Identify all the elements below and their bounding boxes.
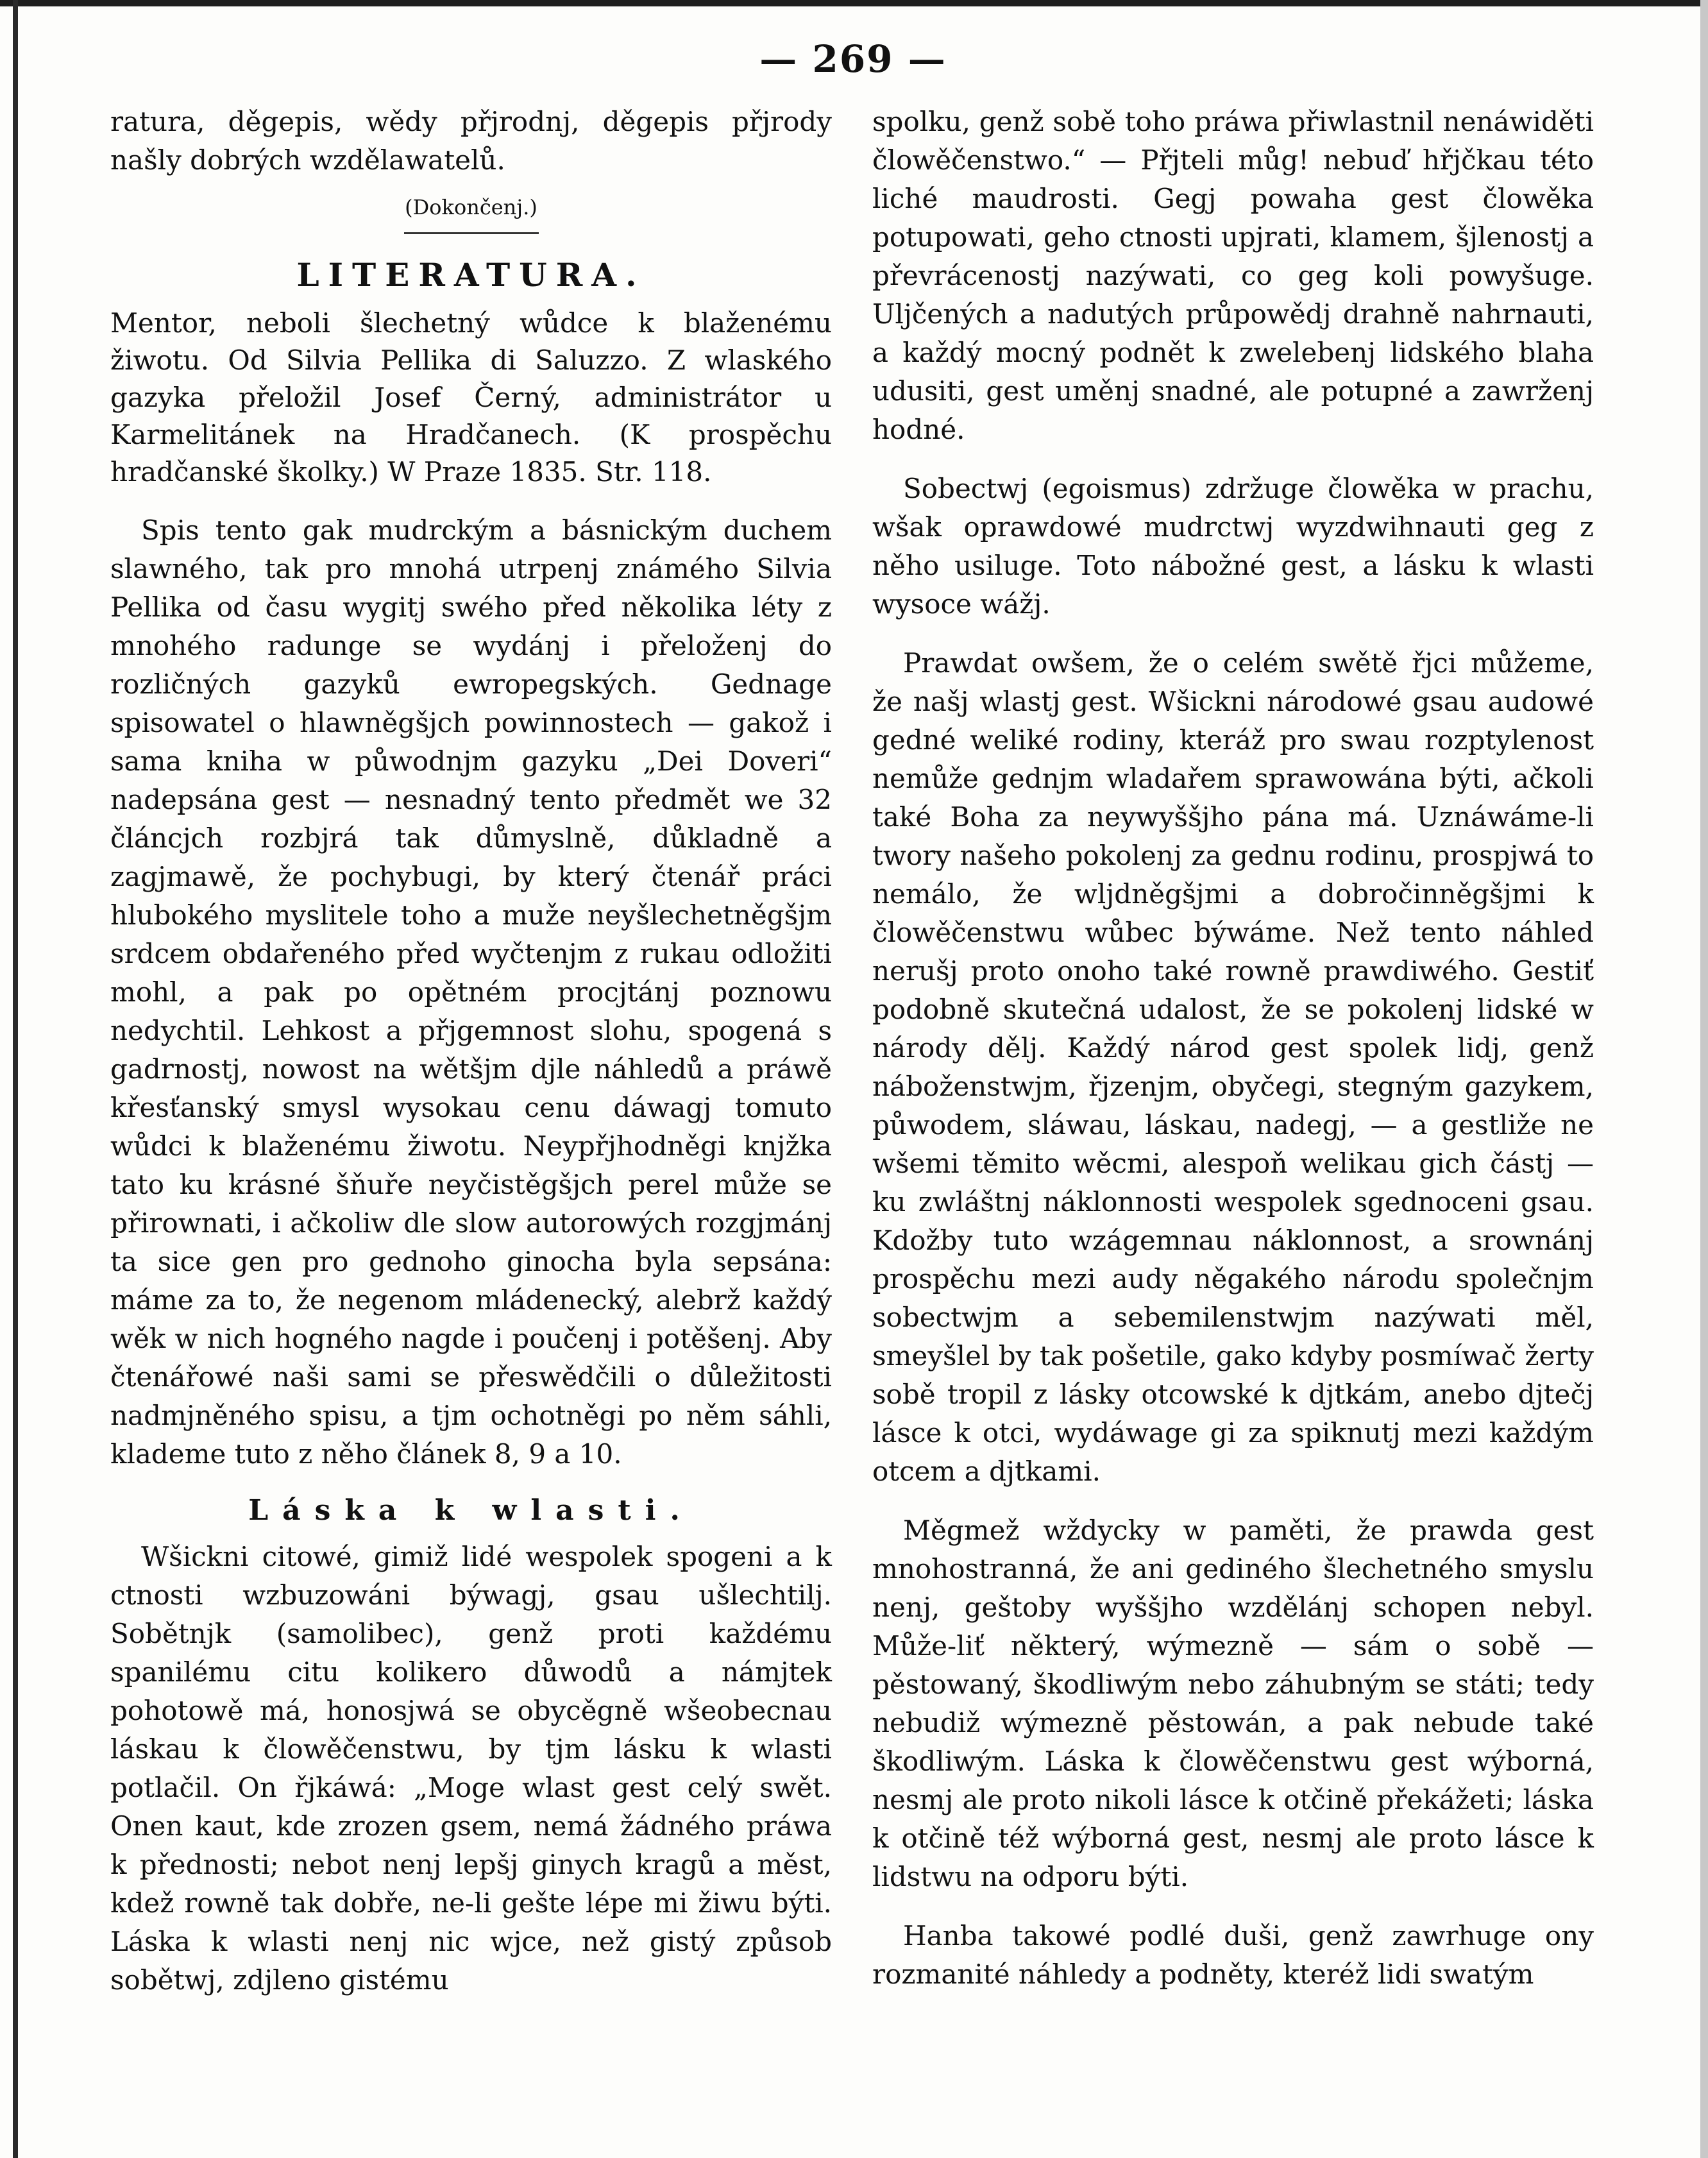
- divider-rule: [404, 232, 539, 234]
- scan-top-edge: [0, 0, 1708, 6]
- article-paragraph: Sobectwj (egoismus) zdržuge člowěka w prachu, wšak oprawdowé mudrctwj wyzdwihnauti geg z něho usiluge. Toto nábožné gest, a lásku k wlasti wysoce wážj.: [872, 473, 1594, 620]
- book-entry: Mentor, neboli šlechetný wůdce k blaženému žiwotu. Od Silvia Pellika di Saluzzo. Z wlaského gazyka přeložil Josef Černý, administrátor u Karmelitánek na Hradčanech. (K prospěchu hradčanské školky.) W Praze 1835. Str. 118.: [110, 307, 832, 488]
- concluded-note: (Dokončenj.): [405, 195, 537, 219]
- right-column: [872, 103, 1594, 1994]
- page-number: — 269 —: [759, 37, 947, 81]
- article-paragraph-continued: spolku, genž sobě toho práwa přiwlastnil nenáwiděti člowěčenstwo.“ — Přjteli můg! nebuď hřjčkau této liché maudrosti. Gegj powaha gest člowěka potupowati, geho ctnosti upjrati, klamem, šjlenostj a převrácenostj nazýwati, co geg koli powyšuge. Uljčených a nadutých průpowědj drahně nahrnauti, a každý mocný podnět k zwelebenj lidského blaha udusiti, gest uměnj snadné, ale potupné a zawrženj hodné.: [872, 106, 1594, 445]
- article-paragraph: Wšickni citowé, gimiž lidé wespolek spogeni a k ctnosti wzbuzowáni býwagj, gsau ušlechtilj. Sobětnjk (samolibec), genž proti každému spanilému citu kolikero důwodů a námjtek pohotowě má, honosjwá se obycěgně wšeobecnau láskau k člowěčenstwu, by tjm lásku k wlasti potlačil. On řjkáwá: „Moge wlast gest celý swět. Onen kaut, kde zrozen gsem, nemá žádného práwa k přednosti; nebot nenj lepšj ginych kragů a měst, kdež rowně tak dobře, ne-li gešte lépe mi žiwu býti. Láska k wlasti nenj nic wjce, než gistý způsob sobětwj, zdjleno gistému: [110, 1541, 832, 1996]
- article-paragraph: Měgmež wždycky w paměti, že prawda gest mnohostranná, že ani gediného šlechetného smyslu nenj, geštoby wyššjho wzdělánj schopen nebyl. Může-liť některý, wýmezně — sám o sobě — pěstowaný, škodliwým nebo záhubným se státi; tedy nebudiž wýmezně pěstowán, a pak nebude také škodliwým. Láska k člowěčenstwu gest wýborná, nesmj ale proto nikoli lásce k otčině překážeti; láska k otčině též wýborná gest, nesmj ale proto lásce k lidstwu na odporu býti.: [872, 1515, 1594, 1892]
- continuation-text: ratura, děgepis, wědy přjrodnj, děgepis přjrody našly dobrých wzdělawatelů.: [110, 106, 832, 176]
- article-sub-heading: Láska k wlasti.: [248, 1494, 694, 1527]
- article-paragraph: Hanba takowé podlé duši, genž zawrhuge ony rozmanité náhledy a podněty, kteréž lidi swatým: [872, 1920, 1594, 1990]
- scan-right-edge: [1700, 0, 1708, 2158]
- left-column: [110, 103, 832, 2000]
- section-heading-literatura: LITERATURA.: [296, 256, 646, 294]
- review-paragraph: Spis tento gak mudrckým a básnickým duchem slawného, tak pro mnohá utrpenj známého Silvia Pellika od času wygitj swého před několika léty z mnohého radunge se wydánj i přeloženj do rozličných gazyků ewropegských. Gednage spisowatel o hlawněgšjch powinnostech — gakož i sama kniha w půwodnjm gazyku „Dei Doveri“ nadepsána gest — nesnadný tento předmět we 32 článcjch rozbjrá tak důmyslně, důkladně a zagjmawě, že pochybugi, by který čtenář práci hlubokého myslitele toho a muže neyšlechetněgšjm srdcem obdařeného před wyčtenjm z rukau odložiti mohl, a pak po opětném procjtánj poznowu nedychtil. Lehkost a přjgemnost slohu, spogená s gadrnostj, nowost na wětšjm djle náhledů a práwě křesťanský smysl wysokau cenu dáwagj tomuto wůdci k blaženému žiwotu. Neypřjhodněgi knjžka tato ku krásné šňuře neyčistěgšjch perel může se přirownati, i ačkoliw dle slow autorowých rozgjmánj ta sice gen pro gednoho ginocha byla sepsána: máme za to, že negenom mládenecký, alebrž každý wěk w nich hogného nagde i poučenj i potěšenj. Aby čtenářowé naši sami se přeswědčili o důležitosti nadmjněného spisu, a tjm ochotněgi po něm sáhli, klademe tuto z něho článek 8, 9 a 10.: [110, 514, 832, 1470]
- scan-left-edge: [13, 0, 18, 2158]
- article-paragraph: Prawdat owšem, že o celém swětě řjci můžeme, že našj wlastj gest. Wšickni národowé gsau audowé gedné weliké rodiny, kteráž pro swau rozptylenost nemůže gednjm wladařem sprawowána býti, ačkoli také Boha za neywyššjho pána má. Uznáwáme-li twory našeho pokolenj za gednu rodinu, prospjwá to nemálo, že wljdněgšjmi a dobročinněgšjmi k člowěčenstwu wůbec býwáme. Než tento náhled nerušj proto onoho také rowně prawdiwého. Gestiť podobně skutečná udalost, že se pokolenj lidské w národy dělj. Každý národ gest spolek lidj, genž náboženstwjm, řjzenjm, obyčegi, stegným gazykem, půwodem, sláwau, láskau, nadegj, — a gestliže ne wšemi těmito wěcmi, alespoň welikau gich částj — ku zwláštnj náklonnosti wespolek sgednoceni gsau. Kdožby tuto wzágemnau náklonnost, a srownánj prospěchu mezi audy něgakého národu společnjm sobectwjm a sebemilenstwjm nazýwati měl, smeyšlel by tak pošetile, gako kdyby posmíwač žerty sobě tropil z lásky otcowské k djtkám, anebo djtečj lásce k otci, wydáwage gi za spiknutj mezi každým otcem a djtkami.: [872, 647, 1594, 1487]
